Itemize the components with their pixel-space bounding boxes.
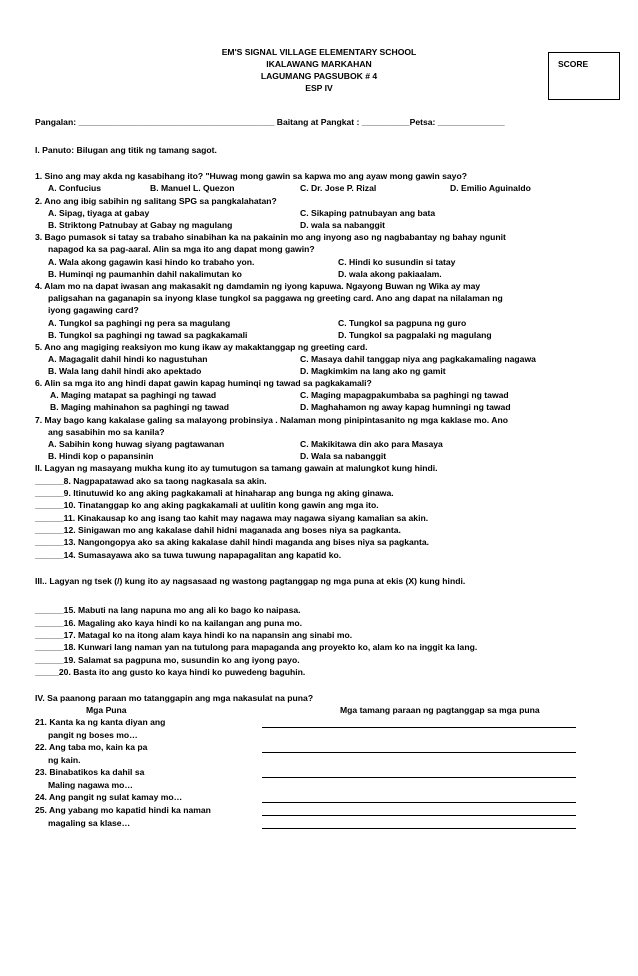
q5-option-d: D. Magkimkim na lang ako ng gamit [300, 366, 446, 376]
q4-option-b: B. Tungkol sa paghingi ng tawad sa pagkakamali [48, 330, 248, 340]
question-3-line1: 3. Bago pumasok si tatay sa trabaho sinabihan ka na pakainin mo ang inyong aso ng nagbabantay ng bahay ngunit [35, 232, 506, 242]
part3-item-15: ______15. Mabuti na lang napuna mo ang ali ko bago ko naipasa. [35, 605, 301, 615]
quarter-title: IKALAWANG MARKAHAN [266, 59, 372, 69]
part2-item-13: ______13. Nangongopya ako sa aking kakalase dahil hindi maganda ang bises niya sa pagkanta. [35, 537, 430, 547]
part2-item-10: ______10. Tinatanggap ko ang aking pagkakamali at uulitin kong gawin ang mga ito. [35, 500, 379, 510]
part3-item-20: _____20. Basta ito ang gusto ko kaya hindi ko puwedeng baguhin. [35, 667, 306, 677]
q1-option-c: C. Dr. Jose P. Rizal [300, 183, 377, 193]
question-4-line2: paligsahan na gaganapin sa inyong klase tungkol sa paggawa ng greeting card. Ano ang dapat na nilalaman ng [48, 293, 503, 303]
question-5: 5. Ano ang magiging reaksiyon mo kung ikaw ay makaktanggap ng greeting card. [35, 342, 368, 352]
q7-option-d: D. Wala sa nabanggit [300, 451, 387, 461]
part3-item-18: ______18. Kunwari lang naman yan na tutulong para mapaganda ang proyekto ko, alam ko na inggit ka lang. [35, 642, 478, 652]
q5-option-a: A. Magagalit dahil hindi ko nagustuhan [48, 354, 208, 364]
part4-item-25-line2: magaling sa klase… [48, 818, 131, 828]
question-1: 1. Sino ang may akda ng kasabihang ito? "Huwag mong gawin sa kapwa mo ang ayaw mong gawin sayo? [35, 171, 467, 181]
test-title: LAGUMANG PAGSUBOK # 4 [260, 71, 378, 81]
q6-option-b: B. Maging mahinahon sa paghingi ng tawad [50, 402, 230, 412]
q6-option-c: C. Maging mapagpakumbaba sa paghingi ng tawad [300, 390, 509, 400]
q1-option-a: A. Confucius [48, 183, 101, 193]
part4-item-22-line1: 22. Ang taba mo, kain ka pa [35, 742, 148, 752]
q6-option-d: D. Maghahamon ng away kapag humningi ng tawad [300, 402, 511, 412]
q2-option-b: B. Striktong Patnubay at Gabay ng magulang [48, 220, 233, 230]
answer-line-25b[interactable] [262, 828, 576, 829]
q2-option-c: C. Sikaping patnubayan ang bata [300, 208, 436, 218]
q7-option-a: A. Sabihin kong huwag siyang pagtawanan [48, 439, 225, 449]
question-4-line1: 4. Alam mo na dapat iwasan ang makasakit ng damdamin ng iyong kapuwa. Ngayong Buwan ng Wika ay may [35, 281, 481, 291]
school-name: EM'S SIGNAL VILLAGE ELEMENTARY SCHOOL [221, 47, 417, 57]
score-label: SCORE [558, 59, 589, 69]
part4-item-23-line1: 23. Binabatikos ka dahil sa [35, 767, 145, 777]
part2-item-11: ______11. Kinakausap ko ang isang tao kahit may nagawa may nagawa siyang kamalian sa akin. [35, 513, 429, 523]
q4-option-a: A. Tungkol sa paghingi ng pera sa magulang [48, 318, 231, 328]
subject-title: ESP IV [305, 83, 333, 93]
answer-line-21[interactable] [262, 727, 576, 728]
q3-option-d: D. wala akong pakiaalam. [338, 269, 442, 279]
q2-option-a: A. Sipag, tiyaga at gabay [48, 208, 150, 218]
q6-option-a: A. Maging matapat sa paghingi ng tawad [50, 390, 217, 400]
part4-item-24-line1: 24. Ang pangit ng sulat kamay mo… [35, 792, 183, 802]
part1-instruction: I. Panuto: Bilugan ang titik ng tamang sagot. [35, 145, 217, 155]
question-7-line2: ang sasabihin mo sa kanila? [48, 427, 165, 437]
part4-col-paraan: Mga tamang paraan ng pagtanggap sa mga puna [340, 705, 540, 715]
part4-item-21-line2: pangit ng boses mo… [48, 730, 138, 740]
part2-item-9: ______9. Itinutuwid ko ang aking pagkakamali at hinaharap ang bunga ng aking ginawa. [35, 488, 394, 498]
part4-instruction: IV. Sa paanong paraan mo tatanggapin ang mga nakasulat na puna? [35, 693, 314, 703]
question-3-line2: napagod ka sa pag-aaral. Alin sa mga ito ang dapat mong gawin? [48, 244, 315, 254]
part3-item-17: ______17. Matagal ko na itong alam kaya hindi ko na napansin ang sinabi mo. [35, 630, 353, 640]
answer-line-23[interactable] [262, 777, 576, 778]
part4-col-puna: Mga Puna [86, 705, 127, 715]
student-info-line: Pangalan: _________________________________________ Baitang at Pangkat : __________Petsa: ______________ [35, 117, 505, 127]
question-6: 6. Alin sa mga ito ang hindi dapat gawin kapag huminqi ng tawad sa pagkakamali? [35, 378, 372, 388]
q3-option-b: B. Huminqi ng paumanhin dahil nakalimutan ko [48, 269, 242, 279]
part3-instruction: III.. Lagyan ng tsek (/) kung ito ay nagsasaad ng wastong pagtanggap ng mga puna at ekis (X) kung hindi. [35, 576, 466, 586]
part4-item-21-line1: 21. Kanta ka ng kanta diyan ang [35, 717, 166, 727]
question-4-line3: iyong gagawing card? [48, 305, 139, 315]
q7-option-c: C. Makikitawa din ako para Masaya [300, 439, 443, 449]
question-2: 2. Ano ang ibig sabihin ng salitang SPG sa pangkalahatan? [35, 196, 277, 206]
q2-option-d: D. wala sa nabanggit [300, 220, 386, 230]
score-box [548, 52, 620, 100]
part2-item-8: ______8. Nagpapatawad ako sa taong nagkasala sa akin. [35, 476, 267, 486]
answer-line-24[interactable] [262, 802, 576, 803]
q5-option-b: B. Wala lang dahil hindi ako apektado [48, 366, 202, 376]
part2-item-14: ______14. Sumasayawa ako sa tuwa tuwung napapagalitan ang kapatid ko. [35, 550, 342, 560]
q1-option-b: B. Manuel L. Quezon [150, 183, 235, 193]
q4-option-d: D. Tungkol sa pagpalaki ng magulang [338, 330, 492, 340]
q3-option-c: C. Hindi ko susundin si tatay [338, 257, 456, 267]
q1-option-d: D. Emilio Aguinaldo [450, 183, 531, 193]
question-7-line1: 7. May bago kang kakalase galing sa malayong probinsiya . Nalaman mong pinipintasanito ng mga kaklase mo. Ano [35, 415, 508, 425]
part4-item-23-line2: Maling nagawa mo… [48, 780, 133, 790]
part4-item-25-line1: 25. Ang yabang mo kapatid hindi ka naman [35, 805, 211, 815]
part3-item-19: ______19. Salamat sa pagpuna mo, susundin ko ang iyong payo. [35, 655, 300, 665]
part2-item-12: ______12. Sinigawan mo ang kakalase dahil hidni maganada ang boses niya sa pagkanta. [35, 525, 401, 535]
part2-instruction: II. Lagyan ng masayang mukha kung ito ay tumutugon sa tamang gawain at malungkot kung hindi. [35, 463, 438, 473]
q7-option-b: B. Hindi kop o papansinin [48, 451, 154, 461]
q3-option-a: A. Wala akong gagawin kasi hindo ko trabaho yon. [48, 257, 255, 267]
part3-item-16: ______16. Magaling ako kaya hindi ko na kailangan ang puna mo. [35, 618, 302, 628]
answer-line-25a[interactable] [262, 815, 576, 816]
part4-item-22-line2: ng kain. [48, 755, 81, 765]
answer-line-22[interactable] [262, 752, 576, 753]
q4-option-c: C. Tungkol sa pagpuna ng guro [338, 318, 467, 328]
q5-option-c: C. Masaya dahil tanggap niya ang pagkakamaling nagawa [300, 354, 536, 364]
